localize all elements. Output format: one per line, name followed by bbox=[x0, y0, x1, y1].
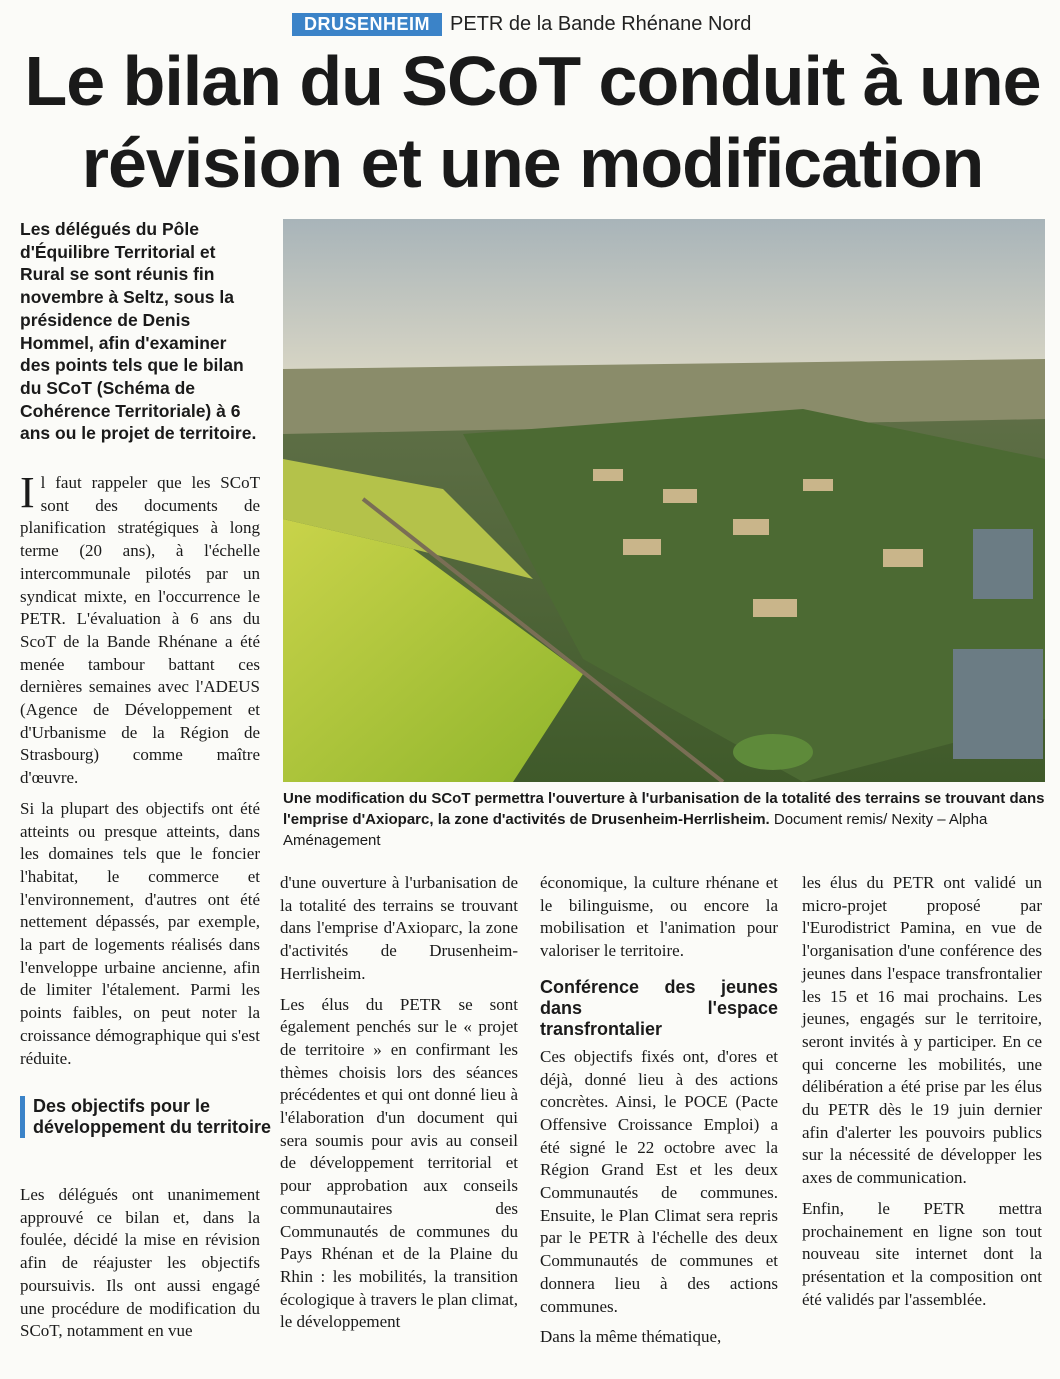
photo-credit: Document remis/ Nexity – Alpha Aménagement bbox=[283, 811, 988, 849]
subhead-conference: Conférence des jeunes dans l'espace transfrontalier bbox=[540, 976, 778, 1039]
location-tag: DRUSENHEIM bbox=[292, 13, 442, 36]
column-1-top bbox=[20, 468, 260, 1078]
aerial-photo bbox=[283, 219, 1045, 782]
col3-paragraph-2: Ces objectifs fixés ont, d'ores et déjà, donné lieu à des actions concrètes. Ainsi, le POCE (Pacte Offensive Croissance Emploi) a été signé le 22 octobre avec la Région Grand Est et les deux Communautés de communes. Ensuite, le Plan Climat sera repris par le PETR à l'échelle des deux Communautés de communes et donnera lieu à des actions communes. bbox=[540, 1046, 778, 1316]
column-1-bottom bbox=[20, 1184, 260, 1351]
col2-paragraph-1: d'une ouverture à l'urbanisation de la totalité des terrains se trouvant dans l'emprise d'Axioparc, la zone d'activités de Drusenheim-Herrlisheim. bbox=[280, 873, 518, 983]
col1-paragraph-3: Les délégués ont unanimement approuvé ce bilan et, dans la foulée, décidé la mise en révision afin de réajuster les objectifs poursuivis. Ils ont aussi engagé une procédure de modification du SCoT, notamment en vue bbox=[20, 1185, 260, 1341]
col3-paragraph-3: Dans la même thématique, bbox=[540, 1327, 722, 1347]
col2-paragraph-2: Les élus du PETR se sont également penchés sur le « projet de territoire » en confirmant les thèmes choisis lors des séances précédentes et qui ont donné lieu à l'élaboration d'un document qui sera soumis pour avis au conseil de développement territorial et pour approbation aux conseils communautaires des Communautés de communes du Pays Rhénan et de la Plaine du Rhin : les mobilités, la transition écologique à travers le plan climat, le développement bbox=[280, 994, 518, 1332]
column-3 bbox=[540, 872, 778, 1357]
col3-paragraph-1: économique, la culture rhénane et le bilinguisme, ou encore la mobilisation et l'animation pour valoriser le territoire. bbox=[540, 873, 778, 961]
drop-cap: I bbox=[20, 468, 35, 517]
column-4 bbox=[802, 872, 1042, 1319]
col4-paragraph-2: Enfin, le PETR mettra prochainement en ligne son tout nouveau site internet dont la présentation et la composition ont été validés par l'assemblée. bbox=[802, 1198, 1042, 1309]
photo-caption bbox=[283, 788, 1045, 851]
col1-paragraph-2: Si la plupart des objectifs ont été atteints ou presque atteints, dans les domaines tels que le foncier l'habitat, le commerce et l'environnement, d'autres ont été nettement dépassés, par exemple, la part de logements réalisés dans l'enveloppe urbaine ancienne, afin de limiter l'étalement. Parmi les points faibles, on peut noter la croissance démographique qui s'est réduite. bbox=[20, 798, 260, 1068]
column-2 bbox=[280, 872, 518, 1342]
lead-paragraph: Les délégués du Pôle d'Équilibre Territorial et Rural se sont réunis fin novembre à Seltz, sous la présidence de Denis Hommel, afin d'examiner des points tels que le bilan du SCoT (Schéma de Cohérence Territoriale) à 6 ans ou le projet de territoire. bbox=[20, 219, 257, 444]
kicker-subtitle: PETR de la Bande Rhénane Nord bbox=[450, 12, 752, 35]
col4-paragraph-1: les élus du PETR ont validé un micro-projet proposé par l'Eurodistrict Pamina, en vue de l'organisation d'une conférence des jeunes dans l'espace transfrontalier les 15 et 16 mai prochains. Les jeunes, engagés sur le territoire, seront invités à y participer. En ce qui concerne les mobilités, une délibération a été prise par les élus du PETR dès le 19 juin dernier afin d'alerter les pouvoirs publics sur la nécessité de développer les axes de communication. bbox=[802, 873, 1042, 1188]
headline: Le bilan du SCoT conduit à une révision et une modification bbox=[24, 42, 1041, 202]
caption-text: Une modification du SCoT permettra l'ouverture à l'urbanisation de la totalité des terrains se trouvant dans l'emprise d'Axioparc, la zone d'activités de Drusenheim-Herrlisheim. bbox=[283, 790, 1045, 828]
col1-paragraph-1: Il faut rappeler que les SCoT sont des documents de planification stratégiques à long terme (20 ans), à l'échelle intercommunale pilotés par un syndicat mixte, en l'occurrence le PETR. L'évaluation à 6 ans du ScoT de la Bande Rhénane a été menée tambour battant ces dernières semaines avec l'ADEUS (Agence de Développement et d'Urbanisme de la Région de Strasbourg) comme maître d'œuvre. bbox=[20, 468, 260, 788]
subhead-objectifs: Des objectifs pour le développement du territoire bbox=[20, 1096, 273, 1138]
kicker bbox=[292, 12, 751, 36]
